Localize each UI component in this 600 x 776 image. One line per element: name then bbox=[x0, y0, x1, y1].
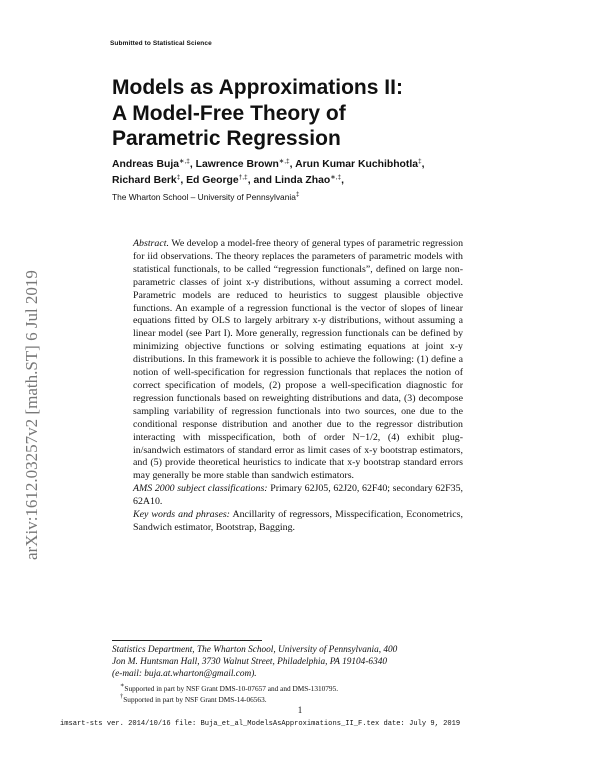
ams-text: Primary 62J05, 62J20, 62F40; secondary 62F35, 62A10. bbox=[133, 483, 463, 508]
author-buja: Andreas Buja bbox=[112, 159, 179, 170]
keywords-text: Ancillarity of regressors, Misspecification, Econometrics, Sandwich estimator, Bootstrap, Bagging. bbox=[133, 509, 463, 533]
title-line-2: A Model-Free Theory of bbox=[112, 101, 346, 125]
author-mark: ‡ bbox=[176, 174, 181, 181]
author-george: Ed George bbox=[186, 175, 239, 186]
footnote-1 bbox=[120, 684, 338, 693]
footnote-2 bbox=[120, 695, 267, 704]
abstract bbox=[133, 238, 463, 535]
author-mark: ∗,‡ bbox=[330, 174, 342, 181]
author-address bbox=[112, 644, 492, 680]
footnote-mark: † bbox=[120, 693, 124, 700]
running-head: Submitted to Statistical Science bbox=[110, 40, 212, 47]
author-mark: ∗,‡ bbox=[178, 158, 190, 165]
author-mark: †,‡ bbox=[238, 174, 248, 181]
build-stamp: imsart-sts ver. 2014/10/16 file: Buja_et_al_ModelsAsApproximations_II_F.tex date: July 9, 2019 bbox=[60, 720, 461, 728]
footnote-text: Supported in part by NSF Grant DMS-14-06563. bbox=[123, 695, 267, 704]
footnote-text: Supported in part by NSF Grant DMS-10-07657 and and DMS-1310795. bbox=[124, 684, 339, 693]
ams-classification bbox=[133, 483, 463, 509]
paper-title bbox=[112, 75, 502, 152]
author-mark: ∗,‡ bbox=[278, 158, 290, 165]
address-line-3: (e-mail: buja.at.wharton@gmail.com). bbox=[112, 669, 257, 679]
author-line-2: Richard Berk‡, Ed George†,‡, and Linda Zhao∗,‡, bbox=[112, 174, 345, 186]
author-brown: Lawrence Brown bbox=[195, 159, 279, 170]
page-number: 1 bbox=[297, 705, 303, 715]
author-line-1: Andreas Buja∗,‡, Lawrence Brown∗,‡, Arun Kumar Kuchibhotla‡, bbox=[112, 158, 425, 170]
title-line-1: Models as Approximations II: bbox=[112, 76, 403, 99]
affiliation-mark: ‡ bbox=[295, 191, 300, 198]
affiliation bbox=[112, 192, 300, 202]
title-line-3: Parametric Regression bbox=[112, 127, 341, 150]
footnote-mark: ∗ bbox=[120, 682, 125, 689]
author-kuchibhotla: Arun Kumar Kuchibhotla bbox=[295, 159, 419, 170]
abstract-body bbox=[133, 238, 463, 483]
author-berk: Richard Berk bbox=[112, 175, 177, 186]
keywords bbox=[133, 509, 463, 535]
keywords-label: Key words and phrases: bbox=[133, 509, 230, 521]
footnote-rule bbox=[112, 640, 262, 641]
arxiv-identifier: arXiv:1612.03257v2 [math.ST] 6 Jul 2019 bbox=[22, 270, 41, 560]
author-mark: ‡ bbox=[418, 158, 422, 165]
address-line-2: Jon M. Huntsman Hall, 3730 Walnut Street, Philadelphia, PA 19104-6340 bbox=[112, 657, 388, 667]
author-zhao: and Linda Zhao bbox=[253, 175, 331, 186]
ams-label: AMS 2000 subject classifications: bbox=[133, 483, 268, 495]
abstract-label: Abstract. bbox=[133, 238, 169, 249]
abstract-text: We develop a model-free theory of general types of parametric regression for iid observations. The theory replaces the parameters of parametric models with statistical functionals, to be called “regression functionals”, defined on large non-parametric classes of joint x-y distributions, without assuming a correct model. Parametric models are reduced to heuristics to suggest plausible objective functions. An example of a regression functional is the vector of slopes of linear equations fitted by OLS to largely arbitrary x-y distributions, without assuming a linear model (see Part I). More generally, regression functionals can be defined by minimizing objective functions or solving estimating equations at joint x-y distributions. In this framework it is possible to achieve the following: (1) define a notion of well-specification for regression functionals that replaces the notion of correct specification of models, (2) propose a well-specification diagnostic for regression functionals based on reweighting distributions and data, (3) decompose sampling variability of regression functionals into two sources, one due to the conditional response distribution and another due to the regressor distribution interacting with misspecification, both of order N−1/2, (4) exhibit plug-in/sandwich estimators of standard error as limit cases of x-y bootstrap estimators, and (5) provide theoretical heuristics to indicate that x-y bootstrap standard errors may generally be more stable than sandwich estimators. bbox=[133, 238, 464, 482]
author-list bbox=[112, 157, 532, 189]
address-line-1: Statistics Department, The Wharton School, University of Pennsylvania, 400 bbox=[112, 645, 398, 655]
affiliation-text: The Wharton School – University of Pennsylvania bbox=[112, 192, 296, 202]
